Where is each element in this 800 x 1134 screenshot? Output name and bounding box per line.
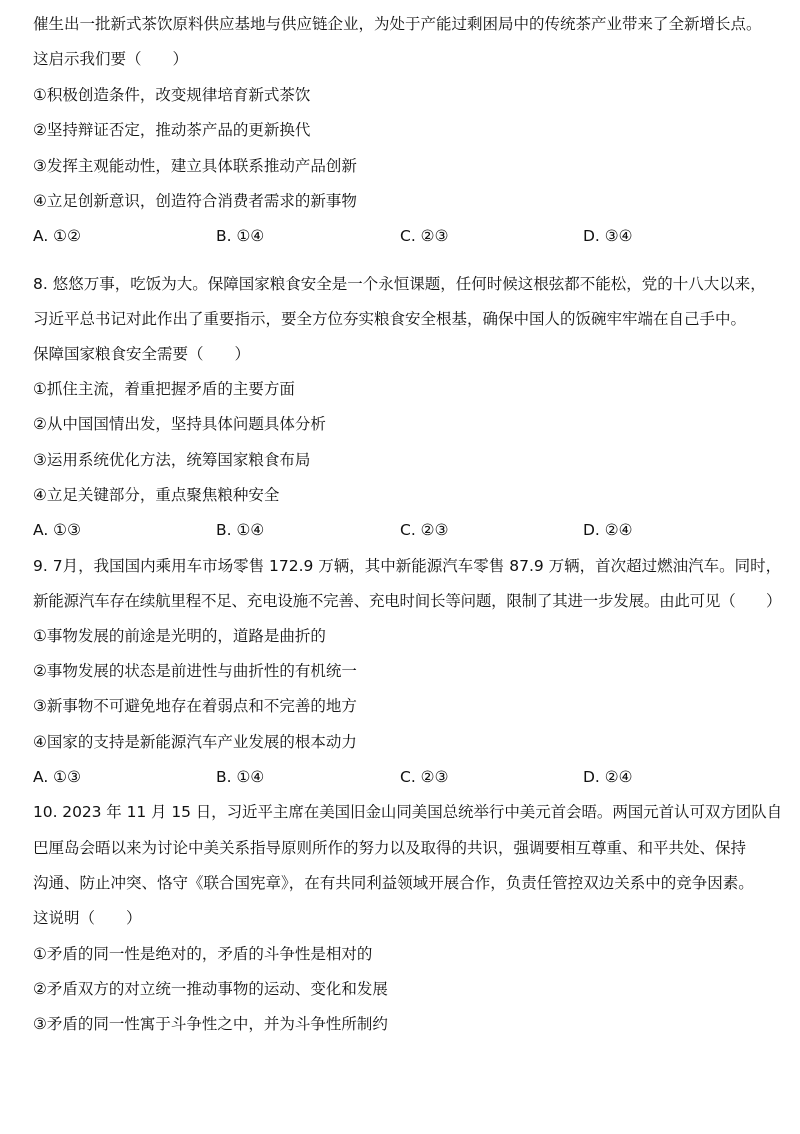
q10-stem-line-1: 10. 2023 年 11 月 15 日，习近平主席在美国旧金山同美国总统举行中美元首会晤。两国元首认可双方团队自 (33, 803, 783, 821)
q8-item-1: ①抓住主流，着重把握矛盾的主要方面 (33, 380, 295, 398)
q10-stem-line-2: 巴厘岛会晤以来为讨论中美关系指导原则所作的努力以及取得的共识，强调要相互尊重、和平共处、保持 (33, 839, 747, 857)
q9-stem-line-1: 9. 7月，我国国内乘用车市场零售 172.9 万辆，其中新能源汽车零售 87.9 万辆，首次超过燃油汽车。同时， (33, 557, 782, 575)
q7-stem-line-2: 这启示我们要（ ） (33, 50, 189, 68)
q9-item-1: ①事物发展的前途是光明的，道路是曲折的 (33, 627, 326, 645)
q7-option-d: D. ③④ (583, 227, 633, 245)
q8-option-c: C. ②③ (400, 521, 449, 539)
q7-item-2: ②坚持辩证否定，推动茶产品的更新换代 (33, 121, 311, 139)
q9-option-b: B. ①④ (216, 768, 265, 786)
q7-stem-line-1: 催生出一批新式茶饮原料供应基地与供应链企业，为处于产能过剩困局中的传统茶产业带来了全新增长点。 (33, 15, 762, 33)
q9-option-c: C. ②③ (400, 768, 449, 786)
q10-item-1: ①矛盾的同一性是绝对的，矛盾的斗争性是相对的 (33, 945, 373, 963)
q9-item-4: ④国家的支持是新能源汽车产业发展的根本动力 (33, 733, 357, 751)
q7-item-4: ④立足创新意识，创造符合消费者需求的新事物 (33, 192, 357, 210)
q10-item-2: ②矛盾双方的对立统一推动事物的运动、变化和发展 (33, 980, 388, 998)
q7-item-1: ①积极创造条件，改变规律培育新式茶饮 (33, 86, 311, 104)
q8-stem-line-1: 8. 悠悠万事，吃饭为大。保障国家粮食安全是一个永恒课题，任何时候这根弦都不能松，党的十八大以来， (33, 275, 766, 293)
q9-item-2: ②事物发展的状态是前进性与曲折性的有机统一 (33, 662, 357, 680)
q7-option-c: C. ②③ (400, 227, 449, 245)
q7-item-3: ③发挥主观能动性，建立具体联系推动产品创新 (33, 157, 357, 175)
q8-stem-line-3: 保障国家粮食安全需要（ ） (33, 345, 251, 363)
q8-item-2: ②从中国国情出发，坚持具体问题具体分析 (33, 415, 326, 433)
q9-options (33, 765, 782, 789)
q8-option-a: A. ①③ (33, 521, 81, 539)
q7-option-a: A. ①② (33, 227, 81, 245)
q8-item-4: ④立足关键部分，重点聚焦粮种安全 (33, 486, 280, 504)
q9-option-a: A. ①③ (33, 768, 81, 786)
q8-stem-line-2: 习近平总书记对此作出了重要指示，要全方位夯实粮食安全根基，确保中国人的饭碗牢牢端在自己手中。 (33, 310, 747, 328)
q9-item-3: ③新事物不可避免地存在着弱点和不完善的地方 (33, 697, 357, 715)
q8-options (33, 518, 782, 542)
q7-option-b: B. ①④ (216, 227, 265, 245)
q7-options (33, 224, 782, 248)
q10-stem-line-4: 这说明（ ） (33, 909, 142, 927)
q8-option-d: D. ②④ (583, 521, 633, 539)
q9-option-d: D. ②④ (583, 768, 633, 786)
q9-stem-line-2: 新能源汽车存在续航里程不足、充电设施不完善、充电时间长等问题，限制了其进一步发展。由此可见（ ） (33, 592, 782, 610)
q10-item-3: ③矛盾的同一性寓于斗争性之中，并为斗争性所制约 (33, 1015, 388, 1033)
q10-stem-line-3: 沟通、防止冲突、恪守《联合国宪章》，在有共同利益领域开展合作，负责任管控双边关系中的竞争因素。 (33, 874, 754, 892)
q8-option-b: B. ①④ (216, 521, 265, 539)
q8-item-3: ③运用系统优化方法，统筹国家粮食布局 (33, 451, 311, 469)
